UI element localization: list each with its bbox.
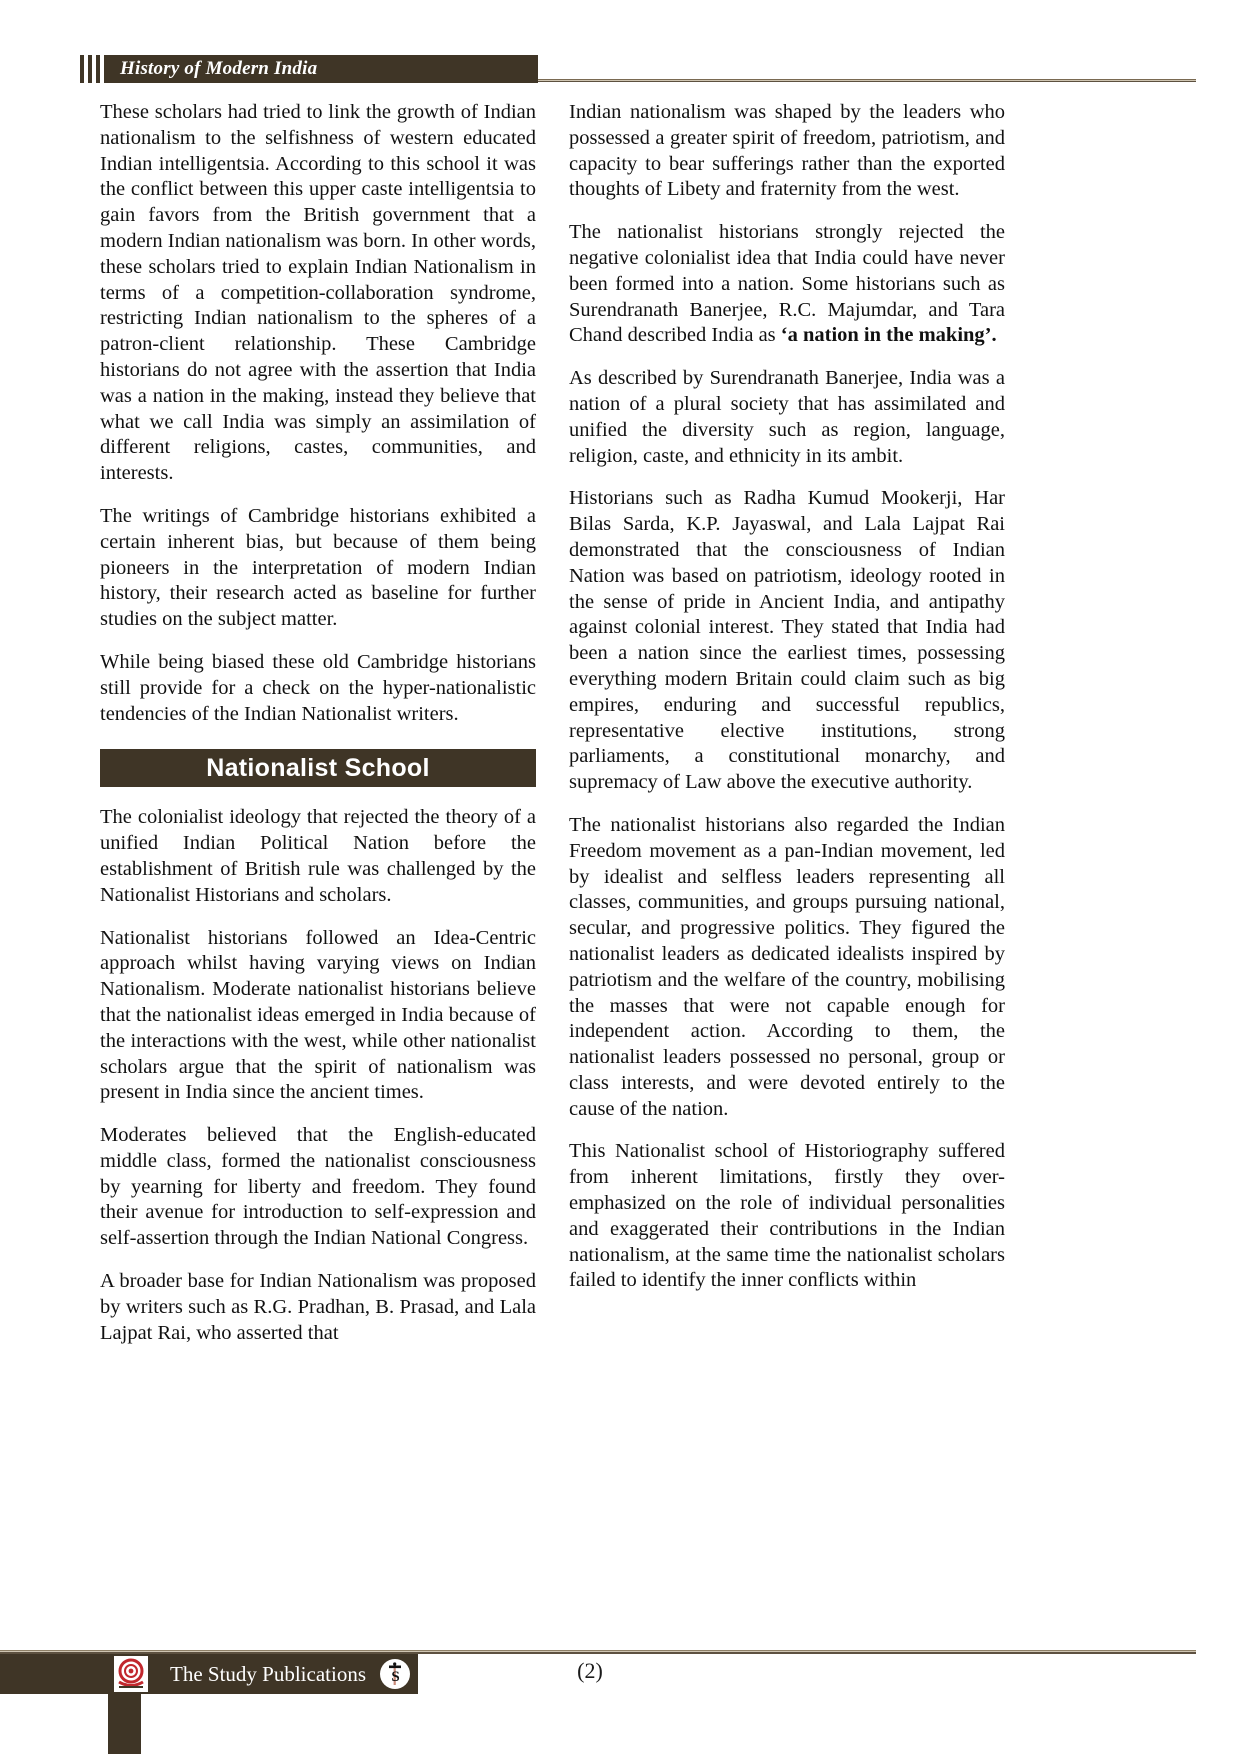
paragraph: This Nationalist school of Historiography suffered from inherent limitations, firstly they over-emphasized on the role of individual personalities and exaggerated their contributions in the Indian nationalism, at the same time the nationalist scholars failed to identify the inner conflicts within bbox=[569, 1140, 1005, 1292]
left-column bbox=[100, 100, 536, 1440]
page-footer bbox=[0, 1650, 1241, 1754]
header-decor-bars-icon bbox=[80, 55, 108, 83]
paragraph: Indian nationalism was shaped by the leaders who possessed a greater spirit of freedom, patriotism, and capacity to bear sufferings rather than the exported thoughts of Libety and fraternity from the west. bbox=[569, 101, 1005, 201]
paragraph: The nationalist historians also regarded the Indian Freedom movement as a pan-Indian movement, led by idealist and selfless leaders representing all classes, communities, and groups pursuing national, secular, and progressive politics. They figured the nationalist leaders as dedicated idealists inspired by patriotism and the welfare of the country, mobilising the masses that were not capable enough for independent action. According to them, the nationalist leaders possessed no personal, group or class interests, and were devoted entirely to the cause of the nation. bbox=[569, 813, 1005, 1120]
paragraph: While being biased these old Cambridge historians still provide for a check on the hyper-nationalistic tendencies of the Indian Nationalist writers. bbox=[100, 650, 536, 725]
section-heading-banner bbox=[100, 749, 536, 787]
two-column-body bbox=[100, 100, 1005, 1440]
paragraph: Moderates believed that the English-educated middle class, formed the nationalist consciousness by yearning for liberty and freedom. They found their avenue for introduction to self-expression and self-assertion through the Indian National Congress. bbox=[100, 1124, 536, 1250]
footer-bar-left-block bbox=[0, 1654, 108, 1694]
svg-text:S: S bbox=[391, 1669, 400, 1685]
footer-publisher-bar bbox=[108, 1654, 418, 1694]
header-title-banner bbox=[108, 55, 538, 83]
paragraph: A broader base for Indian Nationalism was proposed by writers such as R.G. Pradhan, B. Prasad, and Lala Lajpat Rai, who asserted that bbox=[100, 1270, 536, 1344]
ts-monogram-icon bbox=[380, 1659, 410, 1689]
emphasis-quote: ‘a nation in the making’. bbox=[780, 324, 997, 347]
ts-monogram-svg bbox=[382, 1661, 408, 1687]
publisher-seal-svg bbox=[115, 1657, 147, 1691]
page-header bbox=[0, 55, 1241, 89]
paragraph: As described by Surendranath Banerjee, India was a nation of a plural society that has assimilated and unified the diversity such as region, language, religion, caste, and ethnicity in its ambit. bbox=[569, 367, 1005, 467]
paragraph: The colonialist ideology that rejected the theory of a unified Indian Political Nation before the establishment of British rule was challenged by the Nationalist Historians and scholars. bbox=[100, 806, 536, 906]
paragraph: Nationalist historians followed an Idea-Centric approach whilst having varying views on Indian Nationalism. Moderate nationalist historians believe that the nationalist ideas emerged in India because of the interactions with the west, while other nationalist scholars argue that the spirit of nationalism was present in India since the ancient times. bbox=[100, 926, 536, 1104]
publisher-seal-icon bbox=[114, 1656, 148, 1692]
page-number: (2) bbox=[577, 1658, 603, 1683]
footer-side-tab bbox=[108, 1694, 141, 1754]
paragraph: Historians such as Radha Kumud Mookerji, Har Bilas Sarda, K.P. Jayaswal, and Lala Lajpat Rai demonstrated that the consciousness of Indian Nation was based on patriotism, ideology rooted in the sense of pride in Ancient India, and antipathy against colonial interest. They stated that India had been a nation since the earliest times, possessing everything modern Britain could claim such as big empires, enduring and successful republics, representative elective institutions, strong parliaments, a constitutional monarchy, and supremacy of Law above the executive authority. bbox=[569, 487, 1005, 794]
page-header-title: History of Modern India bbox=[120, 58, 318, 79]
publisher-name-label: The Study Publications bbox=[170, 1661, 366, 1686]
paragraph-text: The nationalist historians strongly rejected the negative colonialist idea that India could have never been formed into a nation. Some historians such as Surendranath Banerjee, R.C. Majumdar, and Tara Chand described India as bbox=[569, 221, 1005, 347]
paragraph: The writings of Cambridge historians exhibited a certain inherent bias, but because of them being pioneers in the interpretation of modern Indian history, their research acted as baseline for further studies on the subject matter. bbox=[100, 504, 536, 631]
paragraph: These scholars had tried to link the growth of Indian nationalism to the selfishness of western educated Indian intelligentsia. According to this school it was the conflict between this upper caste intelligentsia to gain favors from the British government that a modern Indian nationalism was born. In other words, these scholars tried to explain Indian Nationalism in terms of a competition-collaboration syndrome, restricting Indian nationalism to the spheres of a patron-client relationship. These Cambridge historians do not agree with the assertion that India was a nation in the making, instead they believe that what we call India was simply an assimilation of different religions, castes, communities, and interests. bbox=[100, 101, 536, 485]
section-heading-label: Nationalist School bbox=[206, 753, 430, 782]
paragraph-with-emphasis bbox=[569, 220, 1005, 349]
header-rule bbox=[538, 79, 1196, 83]
right-column bbox=[569, 100, 1005, 1440]
